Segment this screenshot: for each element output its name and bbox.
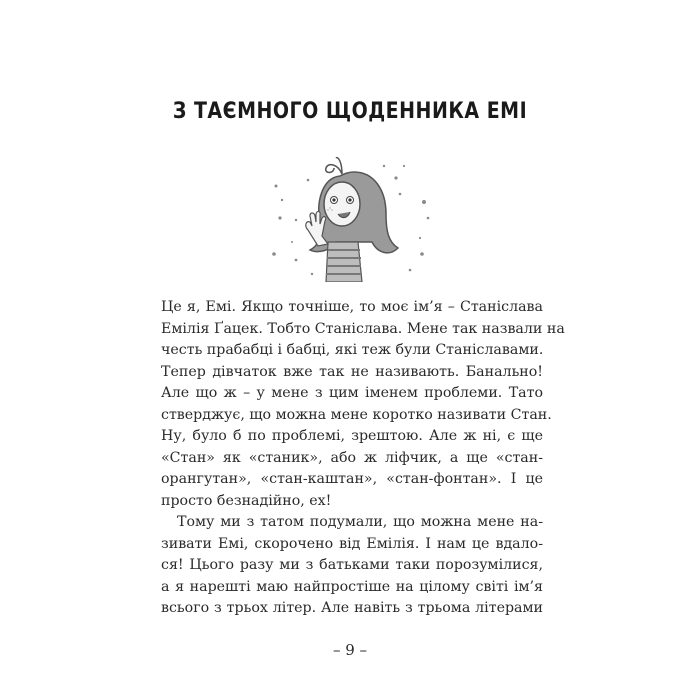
girl-illustration-icon	[262, 142, 442, 282]
text-line: просто безнадійно, ех!	[161, 492, 332, 509]
text-line: а я нарешті маю найпростіше на цілому світі ім’я	[161, 578, 543, 595]
text-line: ся! Цього разу ми з батьками таки порозумілися,	[161, 557, 543, 573]
page-number: – 9 –	[332, 641, 368, 659]
text-line: «Стан» як «станик», або ж ліфчик, а ще «стан-	[161, 449, 543, 466]
text-line: Це я, Емі. Якщо точніше, то моє ім’я – Станіслава	[161, 299, 543, 315]
paragraph-start-line: Тому ми з татом подумали, що можна мене на-	[177, 514, 543, 530]
text-line: стверджує, що можна мене коротко називати Стан.	[161, 406, 552, 423]
text-line: честь прабабці і бабці, які теж були Станіславами.	[161, 342, 544, 358]
text-line: Але що ж – у мене з цим іменем проблеми. Тато	[161, 385, 543, 401]
chapter-title: З ТАЄМНОГО ЩОДЕННИКА ЕМІ	[172, 98, 528, 124]
text-line: Емілія Ґацек. Тобто Станіслава. Мене так назвали на	[161, 320, 565, 337]
text-line: всього з трьох літер. Але навіть з трьома літерами	[161, 600, 543, 616]
text-line: орангутан», «стан-каштан», «стан-фонтан». І це	[161, 471, 543, 487]
text-line: Тепер дівчаток вже так не називають. Банально!	[161, 363, 543, 380]
text-line: зивати Емі, скорочено від Емілія. І нам це вдало-	[161, 535, 543, 552]
text-line: Ну, було б по проблемі, зрештою. Але ж ні, є ще	[161, 428, 543, 444]
body-text	[161, 297, 565, 620]
